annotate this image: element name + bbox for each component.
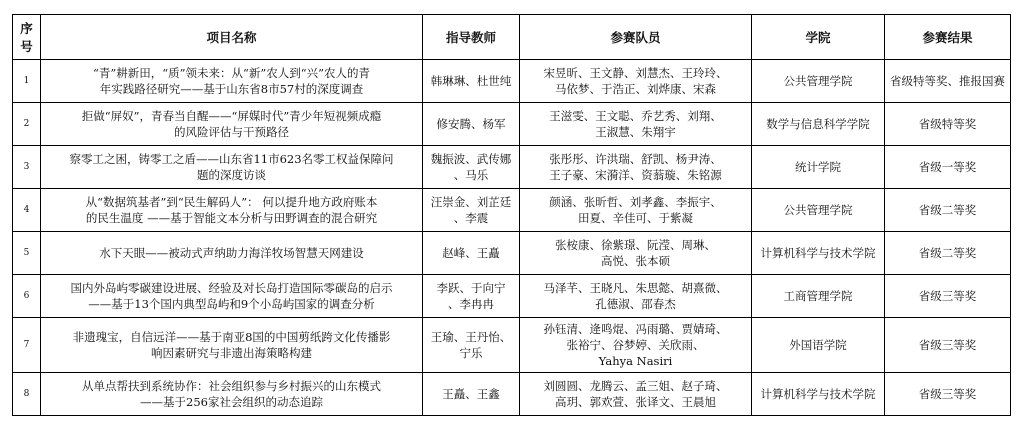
cell-index: 1 (13, 60, 41, 103)
cell-advisor-line: 汪崇金、刘芷廷 (430, 195, 512, 209)
cell-advisor-line: 宁乐 (459, 346, 483, 360)
cell-members (520, 146, 752, 189)
cell-members-line: 高悦、张本硕 (601, 254, 670, 268)
cell-result: 省级二等奖 (885, 232, 1011, 275)
cell-project (41, 373, 423, 416)
results-table-container (12, 14, 1010, 416)
cell-members-line: 张彤彤、许洪瑞、舒凯、杨尹涛、 (549, 152, 722, 166)
cell-project (41, 232, 423, 275)
cell-members (520, 318, 752, 373)
cell-advisor-line: 赵峰、王矗 (442, 246, 500, 260)
cell-project (41, 146, 423, 189)
cell-project-line: 从单点帮扶到系统协作：社会组织参与乡村振兴的山东模式 (82, 379, 381, 393)
cell-project-line: 题的深度访谈 (197, 168, 266, 182)
header-advisor: 指导教师 (423, 15, 520, 60)
table-row (13, 318, 1011, 373)
cell-advisor (423, 275, 520, 318)
cell-project (41, 318, 423, 373)
table-row (13, 146, 1011, 189)
cell-result: 省级三等奖 (885, 373, 1011, 416)
cell-project-line: 年实践路径研究——基于山东省8市57村的深度调查 (99, 82, 364, 96)
cell-result: 省级三等奖 (885, 318, 1011, 373)
cell-members (520, 103, 752, 146)
cell-project-line: 的风险评估与干预路径 (174, 125, 289, 139)
cell-project-line: ——基于256家社会组织的动态追踪 (140, 395, 323, 409)
cell-members-line: 王子豪、宋漪洋、资蓊璇、朱铭源 (549, 168, 722, 182)
header-college: 学院 (752, 15, 885, 60)
cell-advisor (423, 60, 520, 103)
cell-index: 5 (13, 232, 41, 275)
cell-members-line: Yahya Nasiri (598, 354, 673, 368)
cell-advisor-line: 、马乐 (453, 168, 489, 182)
results-table (12, 14, 1011, 416)
cell-members-line: 马依梦、于浩正、刘烨康、宋森 (555, 82, 716, 96)
cell-college: 计算机科学与技术学院 (752, 373, 885, 416)
cell-college: 公共管理学院 (752, 189, 885, 232)
cell-members-line: 王淑慧、朱翔宇 (595, 125, 676, 139)
cell-project-line: 非遗瑰宝，自信远洋——基于南亚8国的中国剪纸跨文化传播影 (72, 330, 391, 344)
cell-members (520, 275, 752, 318)
cell-index: 3 (13, 146, 41, 189)
cell-project-line: ——基于13个国内典型岛屿和9个小岛屿国家的调查分析 (88, 297, 375, 311)
cell-index: 8 (13, 373, 41, 416)
cell-members-line: 刘圆圆、龙腾云、孟三姐、赵子琦、 (543, 379, 728, 393)
cell-members (520, 189, 752, 232)
cell-members-line: 颜涵、张昕哲、刘孝鑫、李振宇、 (549, 195, 722, 209)
cell-members (520, 60, 752, 103)
cell-advisor (423, 189, 520, 232)
cell-advisor-line: 王矗、王鑫 (442, 387, 500, 401)
cell-advisor-line: 修安腾、杨军 (436, 117, 506, 131)
cell-members-line: 孙钰清、逄鸣焜、冯雨璐、贾婧琦、 (543, 322, 728, 336)
cell-advisor (423, 373, 520, 416)
cell-advisor-line: 魏振波、武传娜 (430, 152, 512, 166)
cell-result: 省级特等奖 (885, 103, 1011, 146)
table-row (13, 232, 1011, 275)
cell-result: 省级特等奖、推报国赛 (885, 60, 1011, 103)
cell-project-line: 的民生温度 ——基于智能文本分析与田野调查的混合研究 (85, 211, 378, 225)
cell-advisor (423, 146, 520, 189)
cell-college: 外国语学院 (752, 318, 885, 373)
header-index: 序号 (13, 15, 41, 60)
cell-college: 计算机科学与技术学院 (752, 232, 885, 275)
cell-advisor-line: 、李冉冉 (448, 297, 494, 311)
cell-members-line: 田夏、辛佳可、于紫凝 (578, 211, 693, 225)
cell-project-line: 国内外岛屿零碳建设进展、经验及对长岛打造国际零碳岛的启示 (70, 281, 393, 295)
cell-advisor (423, 232, 520, 275)
table-row (13, 189, 1011, 232)
cell-members-line: 高玥、郭欢萱、张译文、王晨旭 (555, 395, 716, 409)
cell-members-line: 孔德淑、邵春杰 (595, 297, 676, 311)
cell-project-line: 察零工之困，铸零工之盾——山东省11市623名零工权益保障问 (69, 152, 394, 166)
table-row (13, 60, 1011, 103)
header-members: 参赛队员 (520, 15, 752, 60)
cell-advisor-line: 李跃、于向宁 (436, 281, 506, 295)
cell-advisor-line: 韩琳琳、杜世纯 (430, 74, 512, 88)
cell-college: 公共管理学院 (752, 60, 885, 103)
cell-college: 数学与信息科学学院 (752, 103, 885, 146)
cell-index: 7 (13, 318, 41, 373)
cell-members-line: 马泽芊、王晓凡、朱思懿、胡熹微、 (543, 281, 728, 295)
cell-college: 工商管理学院 (752, 275, 885, 318)
cell-members-line: 王滋雯、王文聪、乔艺秀、刘翔、 (549, 109, 722, 123)
cell-members-line: 宋昱昕、王文静、刘慧杰、王玲玲、 (543, 66, 728, 80)
table-body (13, 60, 1011, 416)
cell-project (41, 189, 423, 232)
table-row (13, 373, 1011, 416)
cell-advisor-line: 、李震 (453, 211, 489, 225)
cell-project-line: 响因素研究与非遗出海策略构建 (151, 346, 312, 360)
cell-index: 4 (13, 189, 41, 232)
cell-result: 省级二等奖 (885, 189, 1011, 232)
cell-result: 省级一等奖 (885, 146, 1011, 189)
cell-advisor (423, 318, 520, 373)
cell-advisor-line: 王瑜、王丹怡、 (430, 330, 512, 344)
cell-advisor (423, 103, 520, 146)
cell-project (41, 275, 423, 318)
cell-members-line: 张桉康、徐紫璟、阮滢、周琳、 (555, 238, 716, 252)
cell-members (520, 373, 752, 416)
cell-index: 6 (13, 275, 41, 318)
cell-project-line: 从“数据筑基者”到“民生解码人”： 何以提升地方政府账本 (85, 195, 378, 209)
cell-members-line: 张裕宁、谷梦婷、关欣雨、 (566, 338, 705, 352)
cell-project-line: “青”耕新田，“质”领未来：从“新”农人到“兴”农人的青 (92, 66, 371, 80)
table-header-row (13, 15, 1011, 60)
cell-result: 省级三等奖 (885, 275, 1011, 318)
cell-project-line: 水下天眼——被动式声纳助力海洋牧场智慧天网建设 (99, 246, 364, 260)
header-result: 参赛结果 (885, 15, 1011, 60)
table-row (13, 275, 1011, 318)
cell-project (41, 103, 423, 146)
header-project: 项目名称 (41, 15, 423, 60)
cell-index: 2 (13, 103, 41, 146)
cell-college: 统计学院 (752, 146, 885, 189)
table-row (13, 103, 1011, 146)
cell-members (520, 232, 752, 275)
cell-project-line: 拒做“屏奴”，青春当自醒——“屏媒时代”青少年短视频成瘾 (81, 109, 382, 123)
cell-project (41, 60, 423, 103)
